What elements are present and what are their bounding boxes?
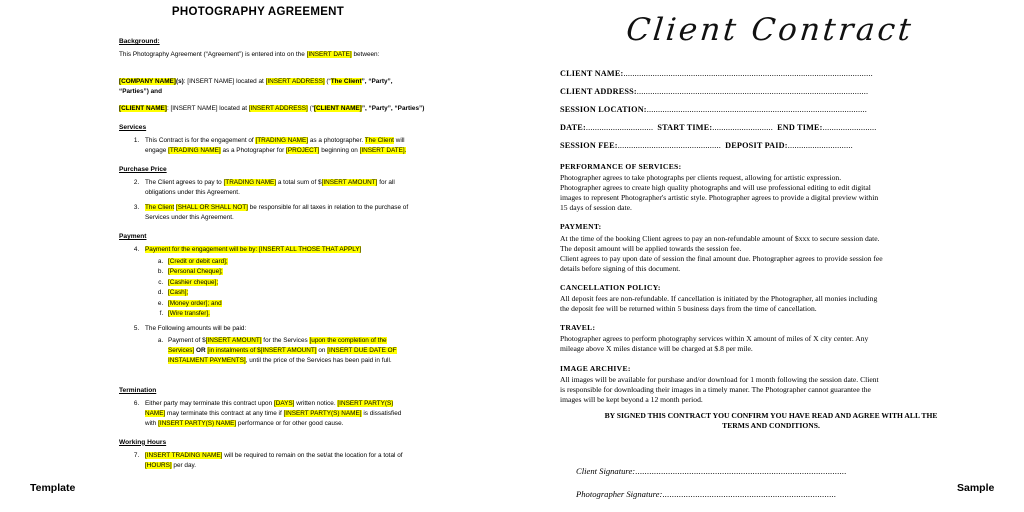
client-signature-row bbox=[576, 466, 976, 476]
payment-5: The Following amounts will be paid: bbox=[145, 325, 247, 333]
purchase-3d: Services under this Agreement. bbox=[145, 213, 234, 221]
purchase-2c: for all bbox=[377, 179, 395, 187]
payment-option bbox=[165, 267, 471, 277]
payment-5a-amount: [INSERT AMOUNT] bbox=[205, 336, 262, 344]
payment-5a-or: OR bbox=[194, 346, 208, 354]
performance-line: 15 days of session date. bbox=[560, 203, 632, 213]
photographer-signature-input[interactable]: .......................................................................... bbox=[662, 489, 837, 499]
payment-4-all: [INSERT ALL THOSE THAT APPLY] bbox=[259, 246, 362, 254]
payment-option bbox=[165, 299, 471, 309]
deposit-paid-input[interactable]: ............................. bbox=[787, 141, 853, 150]
cancellation-line: All deposit fees are non-refundable. If cancellation is initiated by the Photographer, all monies including bbox=[560, 294, 878, 304]
photographer-signature-row bbox=[576, 489, 976, 499]
payment-option bbox=[165, 288, 471, 298]
clause-2 bbox=[141, 178, 471, 198]
field-row-date-times bbox=[560, 124, 982, 142]
confirm-line-1: BY SIGNED THIS CONTRACT YOU CONFIRM YOU HAVE READ AND AGREE WITH ALL THE bbox=[604, 410, 938, 420]
payment-5a-amount2: [INSERT AMOUNT] bbox=[260, 346, 317, 354]
payment-option-label: [Personal Cheque]; bbox=[168, 268, 223, 276]
agreement-title: PHOTOGRAPHY AGREEMENT bbox=[171, 6, 345, 18]
confirmation-statement bbox=[560, 411, 982, 431]
party-two-paragraph bbox=[119, 104, 471, 114]
termination-list bbox=[119, 399, 471, 429]
travel-line: Photographer agrees to perform photography services within X amount of miles of X city center. Any bbox=[560, 334, 869, 344]
party2-client2: [CLIENT NAME] bbox=[313, 104, 362, 112]
payment-options-list bbox=[145, 257, 471, 319]
services-1d: engage bbox=[145, 147, 169, 155]
session-location-label: SESSION LOCATION: bbox=[560, 105, 647, 114]
payment-5a-tail: , until the price of the Services has been paid in full. bbox=[245, 356, 392, 364]
photographer-signature-label: Photographer Signature: bbox=[576, 489, 663, 499]
payment-amounts-list bbox=[145, 336, 471, 366]
session-location-input[interactable]: .................................................................................................. bbox=[646, 105, 867, 114]
payment-5a-due: [INSERT DUE DATE OF bbox=[327, 346, 397, 354]
image-archive-line: images will be kept beyond a 12 month period. bbox=[560, 394, 703, 404]
end-time-input[interactable]: ........................ bbox=[822, 123, 877, 132]
background-text-2: between: bbox=[351, 51, 380, 59]
termination-name: NAME] bbox=[145, 409, 166, 417]
party2-tail: ”, “Party”, “Parties”) bbox=[361, 104, 425, 112]
clause-1 bbox=[141, 136, 471, 156]
deposit-paid-label: DEPOSIT PAID: bbox=[725, 141, 788, 150]
services-1-trading2: [TRADING NAME] bbox=[168, 147, 221, 155]
services-1-trading: [TRADING NAME] bbox=[255, 137, 309, 145]
performance-line: images to represent Photographer's artistic style. Photographer agrees to provide a digital preview within bbox=[560, 193, 879, 203]
background-heading: Background: bbox=[119, 38, 160, 45]
payment-heading: PAYMENT: bbox=[560, 222, 602, 232]
services-1c: will bbox=[393, 137, 405, 145]
clause-7 bbox=[141, 451, 471, 471]
client-address-input[interactable]: ....................................................................................................... bbox=[636, 87, 869, 96]
sample-caption: Sample bbox=[957, 482, 995, 494]
party-one-paragraph bbox=[119, 77, 471, 97]
party2-address: [INSERT ADDRESS] bbox=[248, 104, 308, 112]
performance-line: Photographer agrees to take photographs per clients request, allowing for artistic expression. bbox=[560, 173, 842, 183]
payment-5a-on: on bbox=[316, 346, 328, 354]
working-7b: will be required to remain on the set/at the location for a total of bbox=[222, 451, 403, 459]
services-1a: This Contract is for the engagement of bbox=[145, 137, 256, 145]
payment-option-label: [Cash]; bbox=[168, 289, 189, 297]
services-1b: as a photographer. bbox=[308, 137, 365, 145]
confirm-line-2: TERMS AND CONDITIONS. bbox=[722, 420, 820, 430]
section-cancellation bbox=[560, 283, 982, 314]
purchase-3-shall: [SHALL OR SHALL NOT] bbox=[175, 204, 248, 212]
payment-option bbox=[165, 278, 471, 288]
date-label: DATE: bbox=[560, 123, 586, 132]
start-time-input[interactable]: ........................... bbox=[712, 123, 773, 132]
purchase-list bbox=[119, 178, 471, 223]
payment-option bbox=[165, 257, 471, 267]
client-fields bbox=[560, 70, 982, 160]
date-input[interactable]: .............................. bbox=[585, 123, 654, 132]
payment-option-label: [Wire transfer]. bbox=[168, 310, 210, 318]
performance-heading: PERFORMANCE OF SERVICES: bbox=[560, 162, 682, 171]
client-name-input[interactable]: ............................................................................................................... bbox=[623, 69, 873, 78]
working-hours: [HOURS] bbox=[145, 461, 172, 469]
payment-5a-instal: [in instalments of $ bbox=[207, 346, 261, 354]
payment-4a: Payment for the engagement will be by: bbox=[145, 246, 260, 254]
working-7a: [INSERT TRADING NAME] bbox=[145, 451, 223, 459]
clause-5 bbox=[141, 324, 471, 366]
payment-option-label: [Cashier cheque]; bbox=[168, 278, 219, 286]
termination-6d: is dissatisfied bbox=[361, 409, 402, 417]
payment-5a-services: Services] bbox=[168, 346, 195, 354]
termination-party: [INSERT PARTY(S) bbox=[337, 399, 394, 407]
section-image-archive bbox=[560, 364, 982, 405]
party1-s: (s) bbox=[175, 78, 184, 86]
party2-client: [CLIENT NAME] bbox=[119, 104, 167, 112]
field-row-client-address bbox=[560, 88, 982, 106]
party1-client: The Client bbox=[330, 78, 362, 86]
purchase-3c: be responsible for all taxes in relation to the purchase of bbox=[247, 204, 409, 212]
termination-party2: [INSERT PARTY(S) NAME] bbox=[283, 409, 362, 417]
image-archive-line: All images will be available for purshase and/or download for 1 month following the session date. Client bbox=[560, 374, 879, 384]
section-performance bbox=[560, 162, 982, 213]
purchase-price-heading: Purchase Price bbox=[119, 165, 167, 173]
travel-heading: TRAVEL: bbox=[560, 323, 596, 333]
client-signature-input[interactable]: .......................................................................................... bbox=[635, 466, 847, 476]
payment-heading: Payment bbox=[119, 232, 147, 240]
field-row-session-location bbox=[560, 106, 982, 124]
cancellation-heading: CANCELLATION POLICY: bbox=[560, 282, 661, 292]
payment-5a-upon: [upon the completion of the bbox=[309, 336, 387, 344]
services-1f: beginning on bbox=[319, 147, 360, 155]
party1-mid: : [INSERT NAME] located at bbox=[183, 78, 266, 86]
template-body bbox=[119, 28, 471, 476]
party1-address: [INSERT ADDRESS] bbox=[265, 78, 325, 86]
payment-5a-instal2: INSTALMENT PAYMENTS] bbox=[168, 356, 246, 364]
termination-6a: Either party may terminate this contract upon bbox=[145, 399, 274, 407]
payment-option-label: [Money order]; and bbox=[168, 299, 222, 307]
sample-body bbox=[560, 162, 982, 431]
clause-3 bbox=[141, 203, 471, 223]
clause-4 bbox=[141, 245, 471, 319]
section-travel bbox=[560, 323, 982, 354]
start-time-label: START TIME: bbox=[657, 123, 713, 132]
payment-list bbox=[119, 245, 471, 366]
purchase-3a: The Client bbox=[145, 204, 175, 212]
payment-option bbox=[165, 309, 471, 319]
field-row-fee-deposit bbox=[560, 142, 982, 160]
working-hours-list bbox=[119, 451, 471, 471]
payment-line: Client agrees to pay upon date of session the final amount due. Photographer agrees to provide session fee bbox=[560, 253, 883, 263]
performance-line: Photographer agrees to create high quality photographs and will use professional editing to edit digital bbox=[560, 183, 871, 193]
services-list bbox=[119, 136, 471, 156]
purchase-2b: a total sum of $ bbox=[276, 179, 322, 187]
services-heading: Services bbox=[119, 123, 147, 131]
payment-5a-b: for the Services bbox=[261, 336, 310, 344]
client-name-label: CLIENT NAME: bbox=[560, 69, 624, 78]
background-paragraph bbox=[119, 50, 471, 60]
services-1e: as a Photographer for bbox=[220, 147, 287, 155]
payment-line: details before signing of this document. bbox=[560, 263, 681, 273]
termination-6c: may terminate this contract at any time if bbox=[165, 409, 284, 417]
payment-line: At the time of the booking Client agrees to pay an non-refundable amount of $xxx to secure session date. bbox=[560, 233, 880, 243]
travel-line: mileage above X miles distance will be charged at $.8 per mile. bbox=[560, 344, 753, 354]
payment-5a-a: Payment of $ bbox=[168, 336, 206, 344]
payment-option-label: [Credit or debit card]; bbox=[168, 258, 228, 266]
purchase-2-trading: [TRADING NAME] bbox=[223, 179, 277, 187]
end-time-label: END TIME: bbox=[777, 123, 823, 132]
services-1-date: [INSERT DATE]. bbox=[359, 147, 407, 155]
termination-days: [DAYS] bbox=[273, 399, 295, 407]
clause-6 bbox=[141, 399, 471, 429]
field-row-client-name bbox=[560, 70, 982, 88]
party1-tail: ”, “Party”, bbox=[361, 78, 393, 86]
image-archive-heading: IMAGE ARCHIVE: bbox=[560, 363, 631, 373]
client-contract-title: Client Contract bbox=[624, 12, 916, 48]
client-address-label: CLIENT ADDRESS: bbox=[560, 87, 637, 96]
client-signature-label: Client Signature: bbox=[576, 466, 636, 476]
purchase-2-amount: [INSERT AMOUNT] bbox=[321, 179, 378, 187]
sample-document bbox=[516, 0, 1024, 512]
services-1-client: The Client bbox=[364, 137, 394, 145]
party2-quote: (“ bbox=[307, 104, 314, 112]
party1-quote-open: (“ bbox=[324, 78, 331, 86]
termination-6f: performance or for other good cause. bbox=[236, 419, 344, 427]
image-archive-line: is responsible for downloading their images in a timely maner. The Photographer cannot guarantee the bbox=[560, 384, 871, 394]
session-fee-input[interactable]: .............................................. bbox=[617, 141, 722, 150]
termination-heading: Termination bbox=[119, 386, 157, 394]
termination-6b: written notice. bbox=[294, 399, 338, 407]
payment-amount-item bbox=[165, 336, 471, 366]
purchase-2d: obligations under this Agreement. bbox=[145, 189, 240, 197]
background-date: [INSERT DATE] bbox=[306, 51, 352, 59]
working-7c: per day. bbox=[171, 461, 197, 469]
payment-line: The deposit amount will be applied towards the session fee. bbox=[560, 243, 742, 253]
session-fee-label: SESSION FEE: bbox=[560, 141, 618, 150]
termination-6e: with bbox=[145, 419, 159, 427]
purchase-2a: The Client agrees to pay to bbox=[145, 179, 224, 187]
party1-company: [COMPANY NAME] bbox=[119, 78, 176, 86]
services-1-project: [PROJECT] bbox=[286, 147, 320, 155]
party2-mid: : [INSERT NAME] located at bbox=[166, 104, 249, 112]
party1-line2: “Parties”) and bbox=[119, 88, 162, 96]
termination-party3: [INSERT PARTY(S) NAME] bbox=[158, 419, 237, 427]
cancellation-line: the deposit fee will be returned within 5 business days from the time of cancellation. bbox=[560, 304, 817, 314]
section-payment bbox=[560, 222, 982, 273]
background-text-1: This Photography Agreement (“Agreement”) is entered into on the bbox=[119, 51, 307, 59]
template-caption: Template bbox=[30, 482, 76, 494]
working-hours-heading: Working Hours bbox=[119, 438, 167, 446]
